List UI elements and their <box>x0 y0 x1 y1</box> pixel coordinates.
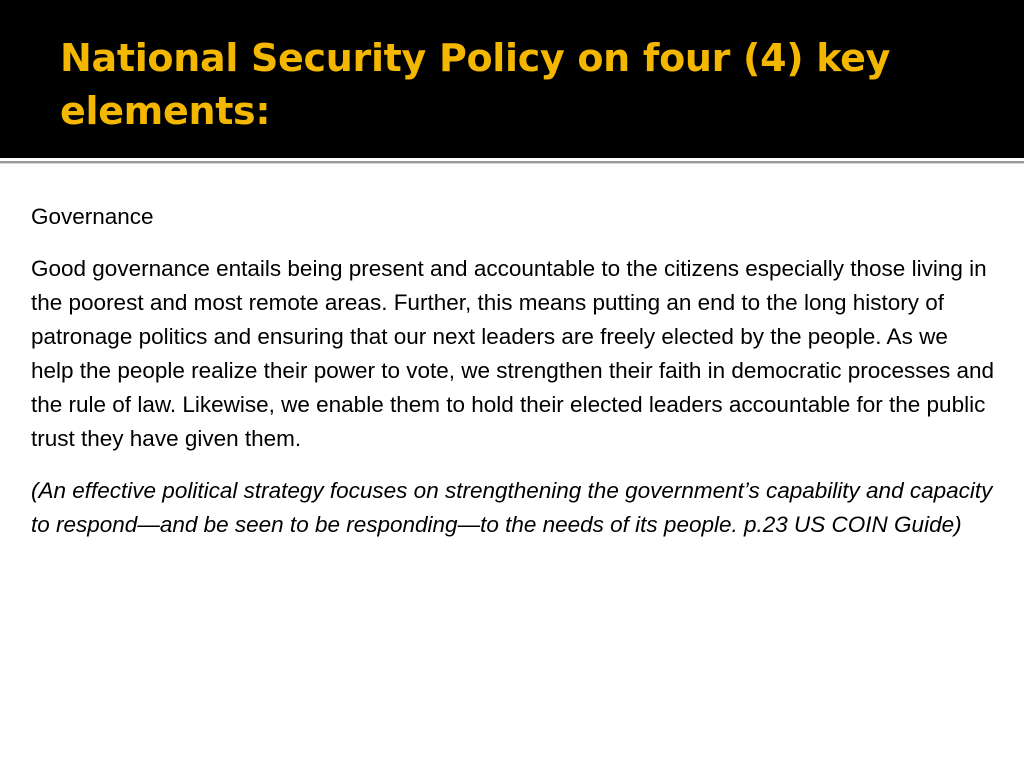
body-paragraph: Good governance entails being present and accountable to the citizens especially those living in the poorest and most remote areas. Further, this means putting an end to the long history of patronage politics and ensuring that our next leaders are freely elected by the people. As we help the people realize their power to vote, we strengthen their faith in democratic processes and the rule of law. Likewise, we enable them to hold their elected leaders accountable for the public trust they have given them. <box>31 256 995 451</box>
divider-bottom <box>0 163 1024 164</box>
title-bar <box>0 0 1024 158</box>
section-heading: Governance <box>31 204 154 229</box>
slide-body <box>31 200 996 542</box>
citation-quote: (An effective political strategy focuses on strengthening the government’s capability and capacity to respond—and be seen to be responding—to the needs of its people. p.23 US COIN Guide) <box>31 478 993 537</box>
slide-title: National Security Policy on four (4) key elements: <box>60 36 891 133</box>
